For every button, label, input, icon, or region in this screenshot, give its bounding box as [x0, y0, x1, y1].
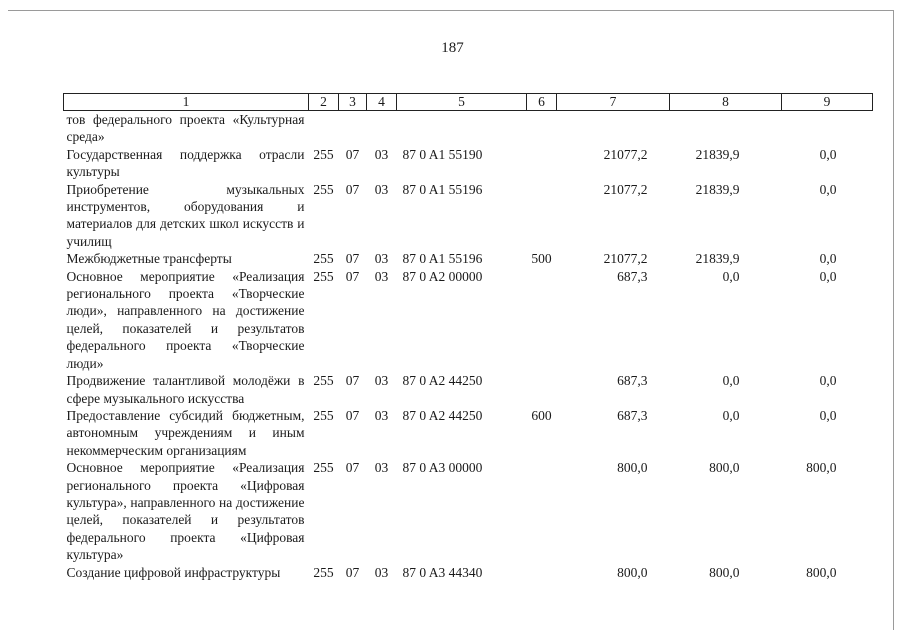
row-value8-cell: 21839,9	[695, 181, 740, 197]
row-col4-cell	[367, 111, 397, 146]
row-col3-cell: 07	[345, 268, 360, 284]
row-value8-cell: 0,0	[722, 268, 740, 284]
table-row	[64, 459, 873, 563]
header-cell: 5	[397, 94, 527, 111]
row-value9-cell: 800,0	[806, 460, 837, 476]
table-row	[64, 268, 873, 372]
row-name-cell: Государственная поддержка отрасли культуры	[66, 146, 305, 180]
header-cell: 4	[367, 94, 397, 111]
row-col3-cell: 07	[345, 407, 360, 423]
header-cell: 7	[557, 94, 670, 111]
row-col3-cell: 07	[345, 564, 360, 580]
row-value9-cell: 0,0	[819, 268, 837, 284]
header-cell: 1	[64, 94, 309, 111]
table-row	[64, 564, 873, 581]
row-value7-cell: 687,3	[617, 268, 648, 284]
row-col4-cell: 03	[374, 407, 389, 423]
row-value9-cell: 0,0	[819, 407, 837, 423]
header-cell: 6	[527, 94, 557, 111]
row-code-cell: 87 0 A2 44250	[402, 373, 483, 389]
row-col2-cell: 255	[313, 181, 334, 197]
row-col3-cell	[339, 111, 367, 146]
row-value9-cell: 0,0	[819, 146, 837, 162]
row-col4-cell: 03	[374, 460, 389, 476]
row-name-cell: Предоставление субсидий бюджетным, автономным учреждениям и иным некоммерческим организациям	[66, 407, 305, 458]
row-value8-cell: 0,0	[722, 373, 740, 389]
row-col3-cell: 07	[345, 460, 360, 476]
row-col3-cell: 07	[345, 373, 360, 389]
row-code-cell: 87 0 A1 55196	[402, 251, 483, 267]
row-code-cell: 87 0 A1 55190	[402, 146, 483, 162]
row-value7-cell: 21077,2	[603, 181, 648, 197]
table-row	[64, 407, 873, 459]
row-name-cell: Основное мероприятие «Реализация регионального проекта «Творческие люди», направленного на достижение целей, показателей и результатов федерального проекта «Творческие люди»	[66, 268, 305, 371]
row-code-cell: 87 0 A3 44340	[402, 564, 483, 580]
row-col6-cell	[527, 459, 557, 563]
row-value7-cell: 21077,2	[603, 251, 648, 267]
row-col3-cell: 07	[345, 251, 360, 267]
row-value8-cell: 21839,9	[695, 251, 740, 267]
header-cell: 2	[309, 94, 339, 111]
row-value9-cell: 0,0	[819, 181, 837, 197]
row-col2-cell: 255	[313, 373, 334, 389]
row-value8-cell: 0,0	[722, 407, 740, 423]
row-name-cell: Межбюджетные трансферты	[66, 251, 232, 267]
row-name-cell: Приобретение музыкальных инструментов, оборудования и материалов для детских школ искусств и училищ	[66, 181, 305, 249]
row-value9-cell: 0,0	[819, 373, 837, 389]
row-col6-cell	[527, 372, 557, 407]
row-value9-cell: 800,0	[806, 564, 837, 580]
row-col4-cell: 03	[374, 373, 389, 389]
row-code-cell: 87 0 A3 00000	[402, 460, 483, 476]
row-col3-cell: 07	[345, 181, 360, 197]
budget-table	[63, 93, 873, 581]
header-cell: 9	[782, 94, 873, 111]
row-name-cell: тов федерального проекта «Культурная среда»	[66, 112, 305, 145]
row-col3-cell: 07	[345, 146, 360, 162]
row-col6-cell	[527, 146, 557, 181]
row-value9-cell: 0,0	[819, 251, 837, 267]
header-cell: 3	[339, 94, 367, 111]
row-name-cell: Продвижение талантливой молодёжи в сфере музыкального искусства	[66, 373, 305, 406]
row-code-cell	[397, 111, 527, 146]
row-col6-cell: 500	[531, 251, 552, 267]
row-value7-cell: 800,0	[617, 564, 648, 580]
row-col2-cell: 255	[313, 146, 334, 162]
row-code-cell: 87 0 A2 44250	[402, 407, 483, 423]
row-value8-cell: 21839,9	[695, 146, 740, 162]
row-value8-cell	[670, 111, 782, 146]
row-value7-cell: 687,3	[617, 373, 648, 389]
table-row	[64, 372, 873, 407]
row-value8-cell: 800,0	[709, 564, 740, 580]
table-row	[64, 250, 873, 267]
row-name-cell: Создание цифровой инфраструктуры	[66, 564, 281, 580]
row-value7-cell: 800,0	[617, 460, 648, 476]
row-col4-cell: 03	[374, 268, 389, 284]
row-col2-cell	[309, 111, 339, 146]
table-row	[64, 111, 873, 146]
row-col6-cell	[527, 564, 557, 581]
row-name-cell: Основное мероприятие «Реализация регионального проекта «Цифровая культура», направленного на достижение целей, показателей и результатов федерального проекта «Цифровая культура»	[66, 460, 305, 563]
row-value8-cell: 800,0	[709, 460, 740, 476]
row-code-cell: 87 0 A1 55196	[402, 181, 483, 197]
header-cell: 8	[670, 94, 782, 111]
row-col2-cell: 255	[313, 251, 334, 267]
row-col2-cell: 255	[313, 268, 334, 284]
row-col6-cell	[527, 268, 557, 372]
table-row	[64, 146, 873, 181]
row-col6-cell	[527, 181, 557, 251]
row-value9-cell	[782, 111, 873, 146]
row-col4-cell: 03	[374, 564, 389, 580]
row-code-cell: 87 0 A2 00000	[402, 268, 483, 284]
row-value7-cell	[557, 111, 670, 146]
row-value7-cell: 21077,2	[603, 146, 648, 162]
row-col6-cell: 600	[531, 407, 552, 423]
row-col4-cell: 03	[374, 146, 389, 162]
row-col4-cell: 03	[374, 181, 389, 197]
page-number: 187	[441, 40, 464, 56]
table-header-row	[64, 94, 873, 111]
row-value7-cell: 687,3	[617, 407, 648, 423]
row-col2-cell: 255	[313, 407, 334, 423]
row-col4-cell: 03	[374, 251, 389, 267]
row-col6-cell	[527, 111, 557, 146]
row-col2-cell: 255	[313, 564, 334, 580]
row-col2-cell: 255	[313, 460, 334, 476]
table-row	[64, 181, 873, 251]
